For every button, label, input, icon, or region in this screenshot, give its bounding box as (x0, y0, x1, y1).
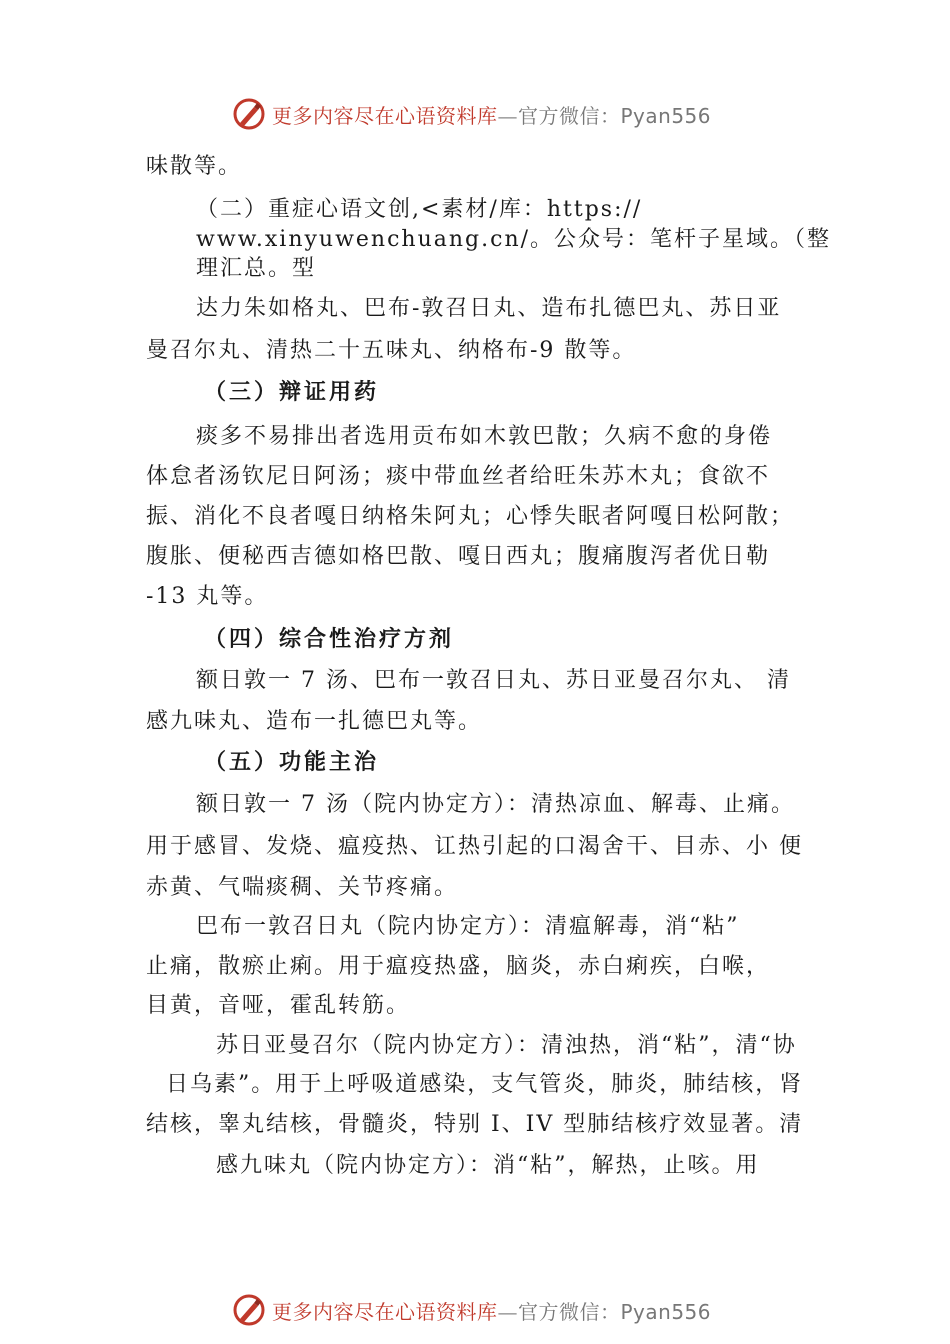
section-heading: （五）功能主治 (204, 749, 380, 775)
text-line: 振、消化不良者嘎日纳格朱阿丸；心悸失眠者阿嘎日松阿散； (146, 504, 795, 529)
banner-label: 官方微信： (518, 1299, 621, 1324)
text-line: 理汇总。型 (196, 256, 317, 281)
text-line: 曼召尔丸、清热二十五味丸、纳格布-9 散等。 (146, 338, 637, 363)
text-line: 痰多不易排出者选用贡布如木敦巴散；久病不愈的身倦 (196, 424, 773, 449)
header-banner (232, 94, 752, 134)
section-heading: （四）综合性治疗方剂 (204, 626, 455, 652)
text-line: 感九味丸、造布一扎德巴丸等。 (146, 709, 483, 734)
text-line: 体怠者汤钦尼日阿汤；痰中带血丝者给旺朱苏木丸；食欲不 (146, 464, 771, 489)
pen-logo-icon (232, 97, 266, 131)
section-heading: （三）辩证用药 (204, 379, 380, 405)
text-line: 感九味丸（院内协定方）：消“粘”，解热，止咳。用 (216, 1153, 760, 1178)
banner-text (272, 1296, 711, 1325)
text-line: 腹胀、便秘西吉德如格巴散、嘎日西丸；腹痛腹泻者优日勒 (146, 544, 771, 569)
banner-label: 官方微信： (518, 103, 621, 128)
text-line: 苏日亚曼召尔（院内协定方）：清浊热，消“粘”，清“协 (216, 1033, 797, 1058)
text-line: -13 丸等。 (146, 584, 269, 609)
text-line: （二）重症心语文创,<素材/库：https:// (196, 197, 643, 222)
text-line: 日乌素”。用于上呼吸道感染，支气管炎，肺炎，肺结核，肾 (166, 1072, 804, 1097)
banner-dash: — (497, 103, 518, 128)
banner-wechat: Pyan556 (620, 1299, 712, 1324)
text-line: 用于感冒、发烧、瘟疫热、讧热引起的口渴舍干、目赤、小 便 (146, 834, 803, 859)
text-line: 目黄，音哑，霍乱转筋。 (146, 993, 411, 1018)
banner-main: 更多内容尽在心语资料库 (272, 103, 498, 128)
text-line: 止痛，散瘀止痢。用于瘟疫热盛，脑炎，赤白痢疾，白喉， (146, 954, 771, 979)
text-line: 额日敦一 7 汤（院内协定方）：清热凉血、解毒、止痛。 (196, 792, 795, 817)
banner-text (272, 100, 711, 129)
pen-logo-icon (232, 1293, 266, 1327)
banner-main: 更多内容尽在心语资料库 (272, 1299, 498, 1324)
text-line: 额日敦一 7 汤、巴布一敦召日丸、苏日亚曼召尔丸、 清 (196, 668, 791, 693)
text-line: 巴布一敦召日丸（院内协定方）：清瘟解毒，消“粘” (196, 914, 740, 939)
text-line: 结核，睾丸结核，骨髓炎，特别 I、IV 型肺结核疗效显著。清 (146, 1112, 804, 1137)
text-line: 达力朱如格丸、巴布-敦召日丸、造布扎德巴丸、苏日亚 (196, 296, 782, 321)
banner-wechat: Pyan556 (620, 103, 712, 128)
text-line: 味散等。 (146, 154, 243, 179)
banner-dash: — (497, 1299, 518, 1324)
footer-banner (232, 1290, 752, 1330)
text-line: 赤黄、气喘痰稠、关节疼痛。 (146, 875, 459, 900)
text-line: www.xinyuwenchuang.cn/。公众号：笔杆子星域。（整 (196, 227, 832, 252)
